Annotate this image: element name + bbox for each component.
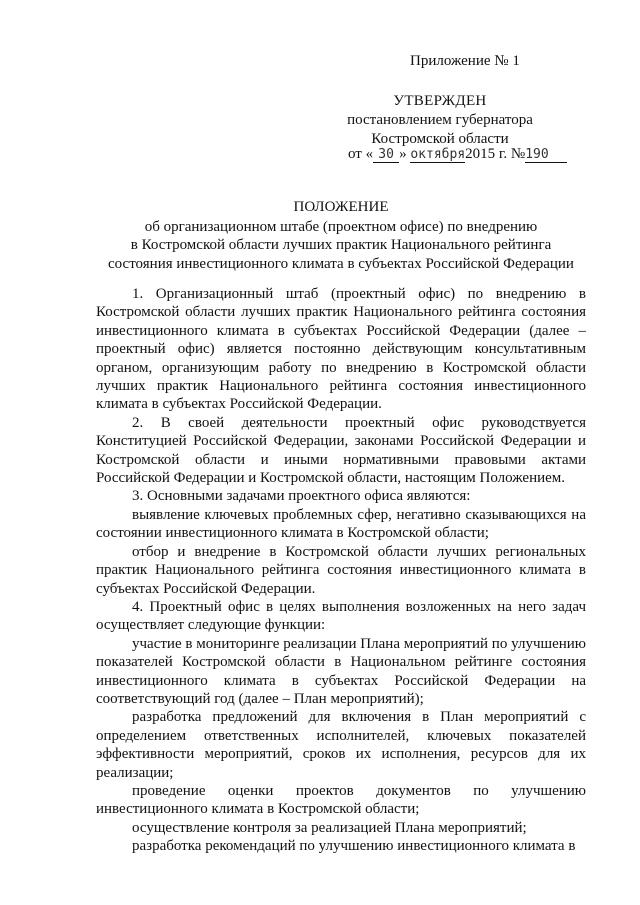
paragraph-4-item-5: разработка рекомендаций по улучшению инвестиционного климата в [132,838,576,855]
approval-block [300,92,580,149]
date-day-suffix: » [399,146,407,162]
handwritten-day: 30 [373,147,399,163]
document-body [96,285,586,856]
paragraph-3: 3. Основными задачами проектного офиса являются: [132,488,471,505]
approval-line-2: Костромской области [371,131,509,147]
paragraph-4-item-1: участие в мониторинге реализации Плана мероприятий по улучшению показателей Костромской области в Национальном рейтинге состояния инвестиционного климата в субъектах Российской Федерации на соответствующий год (далее – План мероприятий); [96,635,586,707]
heading-line-1: об организационном штабе (проектном офисе) по внедрению [144,218,538,235]
approval-title: УТВЕРЖДЕН [393,93,487,109]
document-heading [96,198,586,273]
date-year: 2015 г. № [465,146,526,162]
appendix-label: Приложение № 1 [410,53,520,69]
heading-line-3: состояния инвестиционного климата в субъектах Российской Федерации [108,255,574,272]
document-title: ПОЛОЖЕНИЕ [293,199,389,215]
paragraph-1: 1. Организационный штаб (проектный офис) по внедрению в Костромской области лучших практик Национального рейтинга состояния инвестиционного климата в субъектах Российской Федерации (далее – проектный офис) является постоянно действующим консультативным органом, организующим работу по внедрению в Костромской области лучших практик Национального рейтинга состояния инвестиционного климата в субъектах Российской Федерации. [96,286,586,413]
handwritten-month: октября [410,147,466,162]
paragraph-2: 2. В своей деятельности проектный офис руководствуется Конституцией Российской Федерации, законами Российской Федерации и Костромской области и иными нормативными правовыми актами Российской Федерации и Костромской области, настоящим Положением. [96,414,586,487]
paragraph-4-item-3: проведение оценки проектов документов по улучшению инвестиционного климата в Костромской области; [96,782,586,818]
heading-line-2: в Костромской области лучших практик Национального рейтинга [130,237,552,253]
paragraph-3-item-1: выявление ключевых проблемных сфер, негативно сказывающихся на состоянии инвестиционного климата в Костромской области; [96,506,586,542]
handwritten-number: 190 [525,147,567,163]
paragraph-4-item-2: разработка предложений для включения в План мероприятий с определением ответственных исполнителей, ключевых показателей эффективности мероприятий, сроков их исполнения, ресурсов для их реализации; [96,709,586,781]
date-prefix: от « [348,146,374,162]
approval-date-line [348,146,567,163]
paragraph-4: 4. Проектный офис в целях выполнения возложенных на него задач осуществляет следующие функции: [96,598,586,634]
approval-line-1: постановлением губернатора [347,112,533,128]
paragraph-4-item-4: осуществление контроля за реализацией Плана мероприятий; [132,819,527,836]
paragraph-3-item-2: отбор и внедрение в Костромской области лучших региональных практик Национального рейтинга состояния инвестиционного климата в субъектах Российской Федерации. [96,543,586,597]
